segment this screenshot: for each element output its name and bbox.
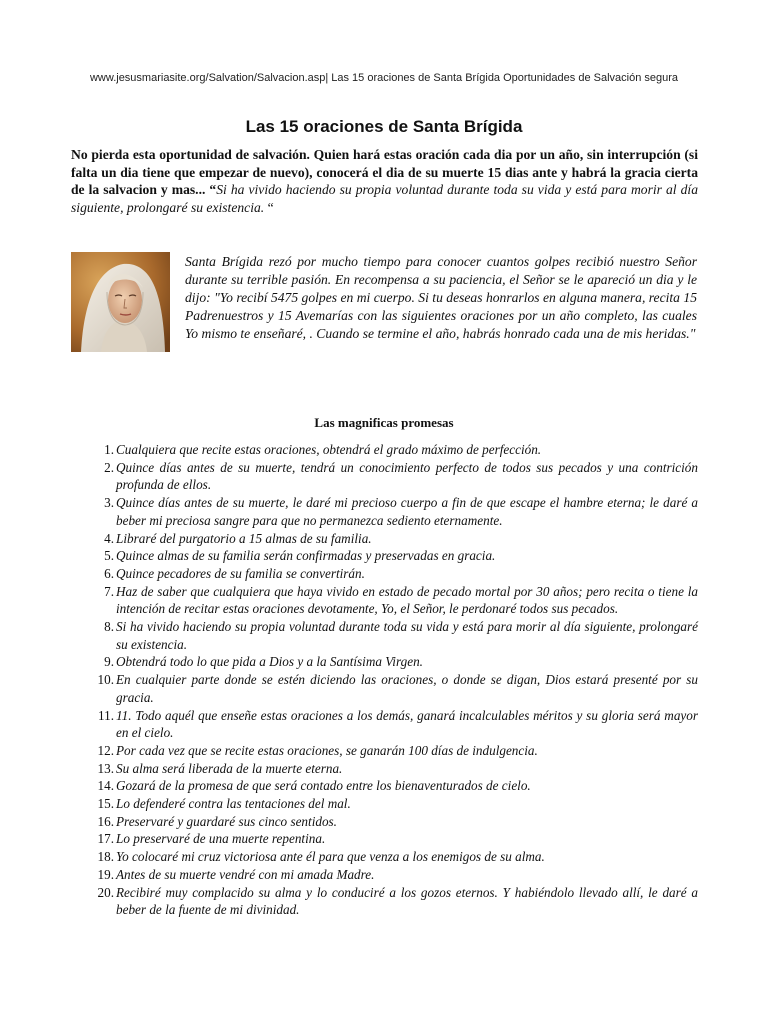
promise-item <box>80 884 698 919</box>
promise-item <box>80 583 698 618</box>
promise-number: 5. <box>104 548 114 564</box>
promises-heading: Las magnificas promesas <box>314 415 454 430</box>
promise-text: Quince almas de su familia serán confirmadas y preservadas en gracia. <box>116 548 496 564</box>
promise-item <box>80 742 698 760</box>
promise-item <box>80 441 698 459</box>
promise-number: 1. <box>104 442 114 457</box>
promise-number: 11. <box>98 707 114 723</box>
promise-item <box>80 618 698 653</box>
promise-text: Gozará de la promesa de que será contado entre los bienaventurados de cielo. <box>116 778 531 794</box>
promise-text: Cualquiera que recite estas oraciones, obtendrá el grado máximo de perfección. <box>116 442 542 457</box>
promise-number: 8. <box>104 619 114 635</box>
promise-item <box>80 671 698 706</box>
promise-text: 11. Todo aquél que enseñe estas oraciones a los demás, ganará incalculables méritos y su gloria será mayor en el cielo. <box>116 707 698 741</box>
promise-item <box>80 494 698 529</box>
promise-text: Obtendrá todo lo que pida a Dios y a la Santísima Virgen. <box>116 654 423 670</box>
promise-text: Lo defenderé contra las tentaciones del mal. <box>116 796 351 812</box>
promise-number: 10. <box>97 672 114 688</box>
promise-text: Quince días antes de su muerte, tendrá un conocimiento perfecto de todos sus pecados y una contrición profunda de ellos. <box>116 459 698 493</box>
intro-quote-open: “ <box>209 182 217 197</box>
source-header: www.jesusmariasite.org/Salvation/Salvacion.asp| Las 15 oraciones de Santa Brígida Oportunidades de Salvación segura <box>89 72 679 84</box>
promise-item <box>80 760 698 778</box>
intro-paragraph <box>71 146 698 216</box>
promise-text: Quince días antes de su muerte, le daré mi precioso cuerpo a fin de que escape el hambre eterna; le daré a beber mi preciosa sangre para que no permanezca sediento eternamente. <box>116 495 698 528</box>
promise-number: 17. <box>97 831 114 847</box>
promise-number: 7. <box>104 583 114 599</box>
promise-number: 14. <box>97 778 114 794</box>
intro-bold-text: No pierda esta oportunidad de salvación. Quien hará estas oración cada dia por un año, sin interrupción (si falta un dia tiene que empezar de nuevo), conocerá el dia de su muerte 15 dias ante y habrá la gracia cierta de la salvacion y mas... <box>71 147 698 197</box>
page-title: Las 15 oraciones de Santa Brígida <box>245 117 523 136</box>
intro-quote-text: Si ha vivido haciendo su propia voluntad durante toda su vida y está para morir al día siguiente, prolongaré su existencia. <box>71 182 698 215</box>
promise-number: 4. <box>104 530 114 546</box>
promise-number: 2. <box>104 459 114 475</box>
promise-number: 13. <box>97 760 114 776</box>
promise-text: Libraré del purgatorio a 15 almas de su familia. <box>116 530 372 546</box>
promise-text: Antes de su muerte vendré con mi amada Madre. <box>116 866 375 882</box>
promise-item <box>80 795 698 813</box>
promise-item <box>80 547 698 565</box>
promise-item <box>80 653 698 671</box>
promise-item <box>80 707 698 742</box>
promise-number: 15. <box>97 796 114 812</box>
promise-item <box>80 848 698 866</box>
promise-text: Recibiré muy complacido su alma y lo conduciré a los gozos eternos. Y habiéndolo llevado allí, le daré a beber de la fuente de mi divinidad. <box>116 884 698 918</box>
promise-item <box>80 813 698 831</box>
promise-number: 20. <box>97 884 114 900</box>
promise-item <box>80 459 698 494</box>
promise-item <box>80 830 698 848</box>
promise-text: Si ha vivido haciendo su propia voluntad durante toda su vida y está para morir al día siguiente, prolongaré su existencia. <box>116 619 698 652</box>
promise-number: 19. <box>97 866 114 882</box>
saint-brigid-portrait <box>71 252 170 352</box>
promise-number: 18. <box>97 849 114 865</box>
promise-item <box>80 866 698 884</box>
story-paragraph: Santa Brígida rezó por mucho tiempo para conocer cuantos golpes recibió nuestro Señor durante su terrible pasión. En recompensa a su paciencia, el Señor se le apareció un dia y le dijo: "Yo recibí 5475 golpes en mi cuerpo. Si tu deseas honrarlos en alguna manera, recita 15 Padrenuestros y 15 Avemarías con las siguientes oraciones por un año completo, las cuales Yo mismo te enseñaré, . Cuando se termine el año, habrás honrado cada una de mis heridas." <box>185 254 697 341</box>
promise-text: Quince pecadores de su familia se convertirán. <box>116 565 365 581</box>
promise-number: 9. <box>104 654 114 670</box>
promise-number: 16. <box>97 813 114 829</box>
intro-quote-close: “ <box>267 199 274 215</box>
promise-text: Yo colocaré mi cruz victoriosa ante él para que venza a los enemigos de su alma. <box>116 849 545 865</box>
promise-item <box>80 777 698 795</box>
promise-number: 12. <box>97 742 114 758</box>
promise-text: Su alma será liberada de la muerte eterna. <box>116 760 343 776</box>
promise-number: 3. <box>104 495 114 511</box>
promise-item <box>80 530 698 548</box>
promise-number: 6. <box>104 565 114 581</box>
promise-text: Lo preservaré de una muerte repentina. <box>116 831 326 847</box>
promises-list <box>80 441 698 919</box>
promise-text: Por cada vez que se recite estas oraciones, se ganarán 100 días de indulgencia. <box>116 742 538 758</box>
promise-text: Haz de saber que cualquiera que haya vivido en estado de pecado mortal por 30 años; pero recita o tiene la intención de recitar estas oraciones devotamente, Yo, el Señor, le perdonaré todos sus pecados. <box>116 583 698 617</box>
promise-item <box>80 565 698 583</box>
promise-text: En cualquier parte donde se estén diciendo las oraciones, o donde se digan, Dios estará presenté por su gracia. <box>116 672 698 705</box>
promise-text: Preservaré y guardaré sus cinco sentidos. <box>116 813 337 829</box>
